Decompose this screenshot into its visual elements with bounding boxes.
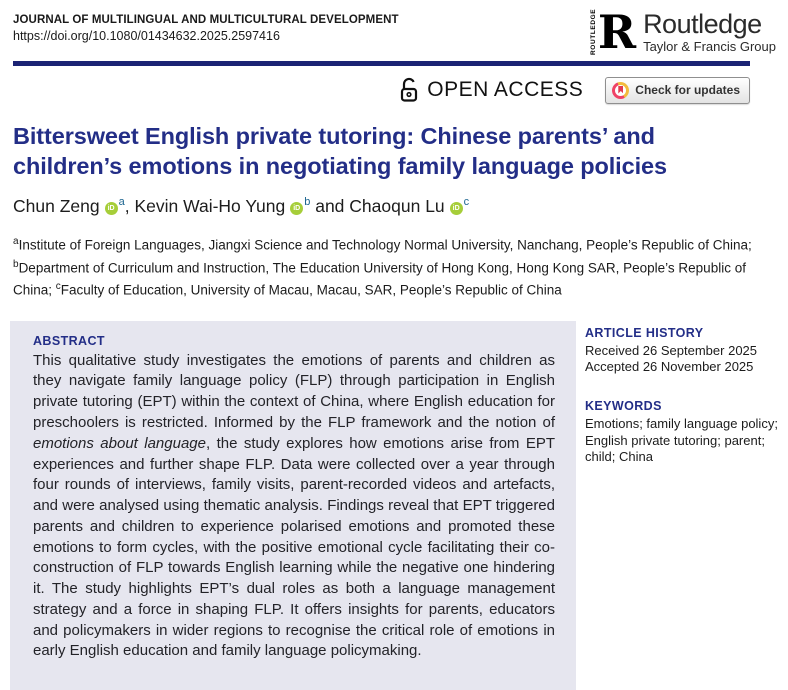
routledge-logo <box>589 4 776 59</box>
author-separator: , <box>124 196 135 217</box>
routledge-logo-mark <box>589 4 637 59</box>
abstract-section <box>10 321 788 690</box>
crossmark-icon <box>612 82 629 99</box>
article-history-block <box>585 326 785 376</box>
navy-divider-rule <box>13 61 750 66</box>
orcid-icon[interactable]: iD <box>105 202 118 215</box>
open-access-label: OPEN ACCESS <box>427 78 584 101</box>
received-date: Received 26 September 2025 <box>585 342 758 358</box>
publisher-tagline: Taylor & Francis Group <box>643 38 776 54</box>
orcid-icon[interactable]: iD <box>290 202 303 215</box>
author-affil-sup: c <box>463 196 470 209</box>
keywords-text: Emotions; family language policy; English private tutoring; parent; child; China <box>585 415 778 465</box>
masthead <box>0 0 788 59</box>
author-line <box>13 196 775 217</box>
affiliations <box>13 234 758 302</box>
journal-block <box>13 10 399 43</box>
journal-title: JOURNAL OF MULTILINGUAL AND MULTICULTURAL DEVELOPMENT <box>13 14 399 26</box>
author-separator: and <box>310 196 350 217</box>
affiliation-sup: a <box>13 236 19 248</box>
routledge-r-glyph: R <box>597 4 637 59</box>
badges-row <box>0 75 750 105</box>
affiliation-sup: b <box>13 258 19 270</box>
publisher-wordmark <box>643 8 776 54</box>
orcid-icon[interactable]: iD <box>450 202 463 215</box>
keywords-block <box>585 399 785 466</box>
doi-link[interactable]: https://doi.org/10.1080/01434632.2025.2597416 <box>13 29 280 43</box>
affiliation-text: Institute of Foreign Languages, Jiangxi Science and Technology Normal University, Nanchang, People’s Republic of China; <box>18 237 752 253</box>
author-name: Chaoqun Lu <box>349 196 445 217</box>
affiliation-text: Department of Curriculum and Instruction, The Education University of Hong Kong, Hong Kong SAR, People’s Republic of China; <box>13 260 746 298</box>
check-for-updates-button[interactable] <box>605 77 750 104</box>
abstract-box <box>10 321 576 690</box>
abstract-text: This qualitative study investigates the emotions of parents and children as they navigate family language policy (FLP) through participation in English private tutoring (EPT) within the context of China, where English education for preschoolers is restricted. Informed by the FLP framework and the notion of emotions about language, the study explores how emotions arise from EPT experiences and further shape FLP. Data were collected over a year through four rounds of interviews, family visits, parent-recorded videos and artefacts, and were analysed using thematic analysis. Findings reveal that EPT triggered parents and children to experience polarised emotions and promoted these emotions to form cycles, with the positive emotional cycle facilitating their co-construction of FLP towards English learning while the negative one hindering it. The study highlights EPT’s dual roles as both a language management strategy and a force in shaping FLP. It offers insights for parents, educators and policymakers in wider regions to recognise the critical role of emotions in early English education and family language policymaking. <box>33 351 555 660</box>
publisher-name: Routledge <box>643 8 762 39</box>
article-title-line2: children’s emotions in negotiating family language policies <box>13 152 667 179</box>
author-affil-sup: b <box>304 196 311 209</box>
accepted-date: Accepted 26 November 2025 <box>585 359 754 375</box>
author-name: Kevin Wai-Ho Yung <box>134 196 286 217</box>
abstract-italic-phrase: emotions about language <box>33 434 206 452</box>
open-lock-icon <box>400 77 419 103</box>
article-info-column <box>585 321 785 690</box>
keywords-heading: KEYWORDS <box>585 398 662 413</box>
article-title-line1: Bittersweet English private tutoring: Chinese parents’ and <box>13 123 655 149</box>
routledge-vertical-text: ROUTLEDGE <box>589 8 597 56</box>
author-name: Chun Zeng <box>13 196 100 217</box>
affiliation-sup: c <box>55 281 61 293</box>
open-access-badge <box>400 77 583 103</box>
abstract-heading: ABSTRACT <box>33 333 105 348</box>
article-history-heading: ARTICLE HISTORY <box>585 325 704 340</box>
check-for-updates-label: Check for updates <box>635 83 740 97</box>
article-title <box>13 122 775 181</box>
author-affil-sup: a <box>118 196 125 209</box>
affiliation-text: Faculty of Education, University of Macau, Macau, SAR, People’s Republic of China <box>60 282 562 298</box>
